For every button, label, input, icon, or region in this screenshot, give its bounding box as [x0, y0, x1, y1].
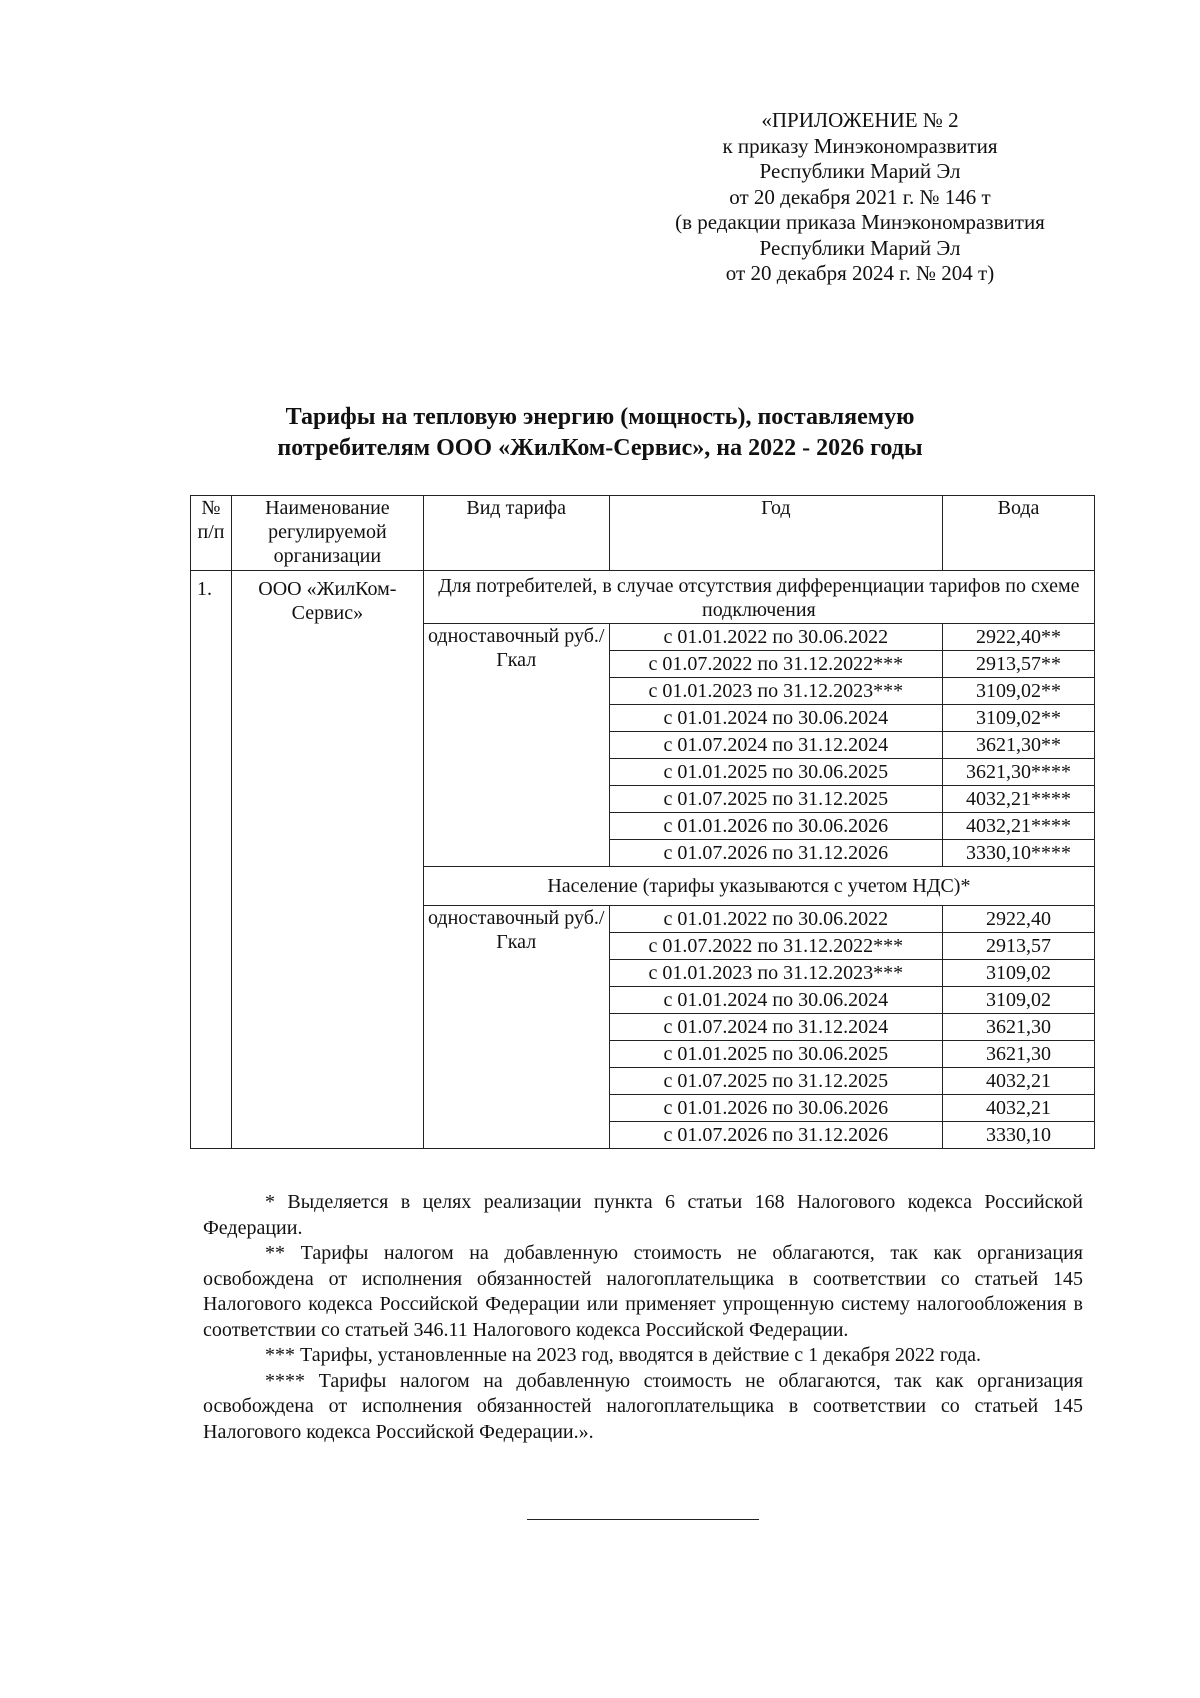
- period-cell: с 01.01.2026 по 30.06.2026: [609, 1095, 942, 1122]
- value-cell: 2913,57: [943, 933, 1095, 960]
- value-cell: 3621,30**: [943, 732, 1095, 759]
- tariff-table: [190, 495, 1095, 1149]
- value-cell: 3621,30****: [943, 759, 1095, 786]
- period-cell: с 01.01.2024 по 30.06.2024: [609, 987, 942, 1014]
- header-year: Год: [609, 496, 942, 571]
- period-cell: с 01.07.2026 по 31.12.2026: [609, 840, 942, 867]
- period-cell: с 01.07.2025 по 31.12.2025: [609, 1068, 942, 1095]
- period-cell: с 01.07.2024 по 31.12.2024: [609, 732, 942, 759]
- header-line: Республики Марий Эл: [759, 159, 961, 183]
- footnotes: [203, 1190, 1083, 1445]
- section1-title-row: [191, 571, 1095, 624]
- section2-tariff-type: одноставочный руб./Гкал: [423, 906, 609, 1149]
- value-cell: 3109,02**: [943, 678, 1095, 705]
- header-org: Наименование регулируемой организации: [231, 496, 423, 571]
- footnote: ** Тарифы налогом на добавленную стоимость не облагаются, так как организация освобождена от исполнения обязанностей налогоплательщика в соответствии со статьей 145 Налогового кодекса Российской Федерации или применяет упрощенную систему налогообложения в соответствии со статьей 346.11 Налогового кодекса Российской Федерации.: [203, 1242, 1083, 1341]
- header-line: (в редакции приказа Минэкономразвития: [675, 210, 1045, 234]
- row-number: 1.: [191, 571, 232, 1149]
- appendix-header: [600, 108, 1120, 287]
- value-cell: 2922,40**: [943, 624, 1095, 651]
- header-num: № п/п: [191, 496, 232, 571]
- title-line-2: потребителям ООО «ЖилКом-Сервис», на 2022 - 2026 годы: [277, 435, 923, 461]
- footnote: **** Тарифы налогом на добавленную стоимость не облагаются, так как организация освобождена от исполнения обязанностей налогоплательщика в соответствии со статьей 145 Налогового кодекса Российской Федерации.».: [203, 1369, 1083, 1443]
- period-cell: с 01.01.2025 по 30.06.2025: [609, 1041, 942, 1068]
- org-name-cell: ООО «ЖилКом-Сервис»: [231, 571, 423, 1149]
- title-line-1: Тарифы на тепловую энергию (мощность), поставляемую: [285, 404, 915, 430]
- value-cell: 4032,21: [943, 1068, 1095, 1095]
- value-cell: 3109,02**: [943, 705, 1095, 732]
- value-cell: 2922,40: [943, 906, 1095, 933]
- period-cell: с 01.01.2023 по 31.12.2023***: [609, 678, 942, 705]
- header-line: Республики Марий Эл: [759, 235, 961, 260]
- footnote: * Выделяется в целях реализации пункта 6 статьи 168 Налогового кодекса Российской Федерации.: [203, 1191, 1083, 1239]
- header-line: от 20 декабря 2024 г. № 204 т): [725, 261, 995, 285]
- value-cell: 4032,21: [943, 1095, 1095, 1122]
- header-line: «ПРИЛОЖЕНИЕ № 2: [761, 108, 959, 132]
- period-cell: с 01.07.2026 по 31.12.2026: [609, 1122, 942, 1149]
- period-cell: с 01.01.2022 по 30.06.2022: [609, 624, 942, 651]
- value-cell: 4032,21****: [943, 813, 1095, 840]
- period-cell: с 01.01.2022 по 30.06.2022: [609, 906, 942, 933]
- period-cell: с 01.07.2022 по 31.12.2022***: [609, 651, 942, 678]
- period-cell: с 01.07.2022 по 31.12.2022***: [609, 933, 942, 960]
- value-cell: 3621,30: [943, 1041, 1095, 1068]
- section1-title: Для потребителей, в случае отсутствия дифференциации тарифов по схеме подключения: [423, 571, 1094, 624]
- period-cell: с 01.01.2023 по 31.12.2023***: [609, 960, 942, 987]
- footnote: *** Тарифы, установленные на 2023 год, вводятся в действие с 1 декабря 2022 года.: [265, 1344, 982, 1366]
- document-title: [160, 402, 1040, 464]
- section1-tariff-type: одноставочный руб./Гкал: [423, 624, 609, 867]
- value-cell: 4032,21****: [943, 786, 1095, 813]
- period-cell: с 01.07.2024 по 31.12.2024: [609, 1014, 942, 1041]
- header-type: Вид тарифа: [423, 496, 609, 571]
- period-cell: с 01.01.2025 по 30.06.2025: [609, 759, 942, 786]
- period-cell: с 01.01.2026 по 30.06.2026: [609, 813, 942, 840]
- section2-title: Население (тарифы указываются с учетом НДС)*: [423, 867, 1094, 906]
- value-cell: 3109,02: [943, 987, 1095, 1014]
- value-cell: 3109,02: [943, 960, 1095, 987]
- value-cell: 3330,10****: [943, 840, 1095, 867]
- table-header-row: [191, 496, 1095, 571]
- value-cell: 3621,30: [943, 1014, 1095, 1041]
- header-water: Вода: [943, 496, 1095, 571]
- period-cell: с 01.07.2025 по 31.12.2025: [609, 786, 942, 813]
- header-line: от 20 декабря 2021 г. № 146 т: [729, 184, 991, 209]
- closing-rule: [527, 1519, 759, 1520]
- period-cell: с 01.01.2024 по 30.06.2024: [609, 705, 942, 732]
- header-line: к приказу Минэкономразвития: [722, 133, 998, 158]
- value-cell: 3330,10: [943, 1122, 1095, 1149]
- value-cell: 2913,57**: [943, 651, 1095, 678]
